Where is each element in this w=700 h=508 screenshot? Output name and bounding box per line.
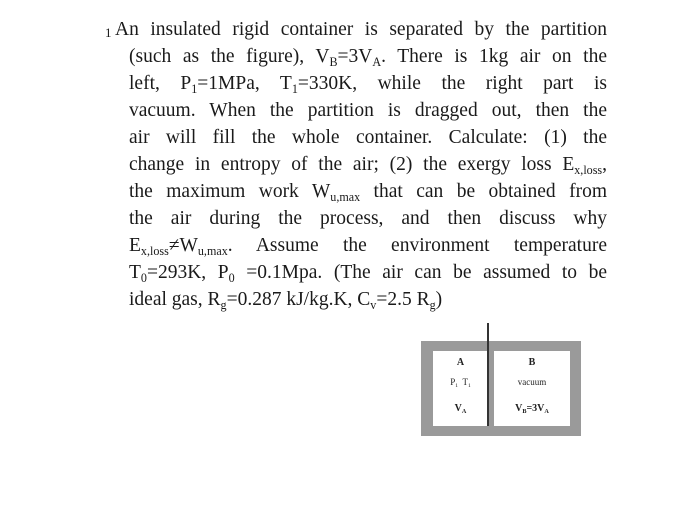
problem-line-3: left, $P_1=1MPa$, $T_1=330K$, while the right part is [129,73,607,97]
problem-line-9: $E_{x,loss}\ne W_{u,max}$. Assume the environment temperature [129,235,607,259]
problem-line-10: $T_0=293K$, $P_0 =0.1Mpa$. (The air can be assumed to be [129,262,607,286]
problem-line-8: the air during the process, and then discuss why [129,208,607,229]
chamber-b-state: vacuum [517,377,547,387]
problem-line-4: vacuum. When the partition is dragged out, then the [129,100,607,121]
chamber-b-volume: $V_B=3V_A$ [515,403,549,416]
problem-line-11: ideal gas, $R_g=0.287$ kJ/kg.K, $C_v=2.5$ $R_g$) [129,289,443,313]
problem-line-1: An insulated rigid container is separated by the partition [115,19,607,40]
problem-line-5: air will fill the whole container. Calculate: (1) the [129,127,607,148]
problem-statement [105,16,607,313]
problem-line-2: (such as the figure), $V_B=3V_A$. There is 1kg air on the [129,46,607,70]
chamber-a-label: A [456,357,465,368]
chamber-a [433,351,488,426]
chamber-b [494,351,570,426]
problem-line-6: change in entropy of the air; (2) the exergy loss $E_{x,loss}$, [129,154,607,178]
chamber-a-volume: $V_A$ [454,403,467,416]
problem-line-7: the maximum work $W_{u,max}$ that can be obtained from [129,181,607,205]
partition [487,323,489,426]
chamber-b-label: B [528,357,536,368]
container-diagram [421,341,581,436]
question-number: 1 [105,25,112,40]
chamber-a-state: $P_1$ $T_1$ [450,377,471,389]
